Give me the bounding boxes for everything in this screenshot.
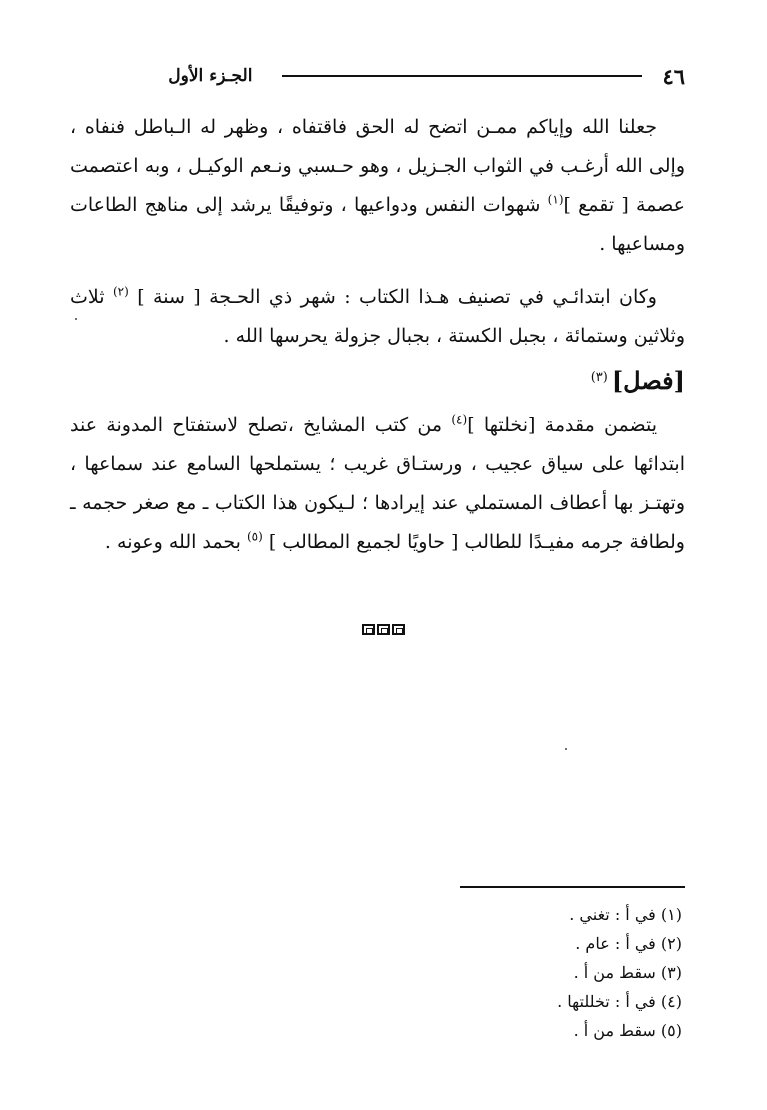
- footnote-ref-4[interactable]: (٤): [451, 412, 468, 427]
- footnote-item: (١) في أ : تغني .: [569, 905, 682, 924]
- paragraph-3-mid: من كتب المشايخ ،تصلح لاستفتاح المدونة عند ابتدائها على سياق عجيب ، ورستـاق غريب ؛ يستملحها السامع عند سماعها ، وتهتـز بها أعطاف المستملي عند إيرادها ؛ لـيكون هذا الكتاب ـ مع صغر حجمه ـ ولطافة جرمه مفيـدًا للطالب [ حاويًا لجميع المطالب ]: [70, 414, 685, 553]
- paragraph-1-tail: شهوات النفس ودواعيها ، وتوفيقًا يرشد إلى مناهج الطاعات ومساعيها .: [70, 194, 685, 255]
- paragraph-2-tail: ثلاث وثلاثين وستمائة ، بجبل الكستة ، بجبال جزولة يحرسها الله .: [70, 286, 685, 347]
- paragraph-2: [70, 278, 685, 356]
- ornament-square-icon: [362, 624, 375, 635]
- page-number: ٤٦: [662, 63, 685, 89]
- paragraph-1-text: جعلنا الله وإياكم ممـن اتضح له الحق فاقتفاه ، وظهر له الـباطل فنفاه ، وإلى الله أرغـب في الثواب الجـزيل ، وهو حـسبي ونـعم الوكيـل ، وبه اعتصمت عصمة [ تقمع ]: [70, 116, 685, 216]
- footnotes-list: [382, 900, 682, 1045]
- paragraph-1: [70, 108, 685, 264]
- ornament-square-icon: [377, 624, 390, 635]
- footnote-ref-3[interactable]: (٣): [590, 369, 608, 385]
- section-heading-label: [فصل]: [611, 366, 685, 395]
- ornament-square-icon: [392, 624, 405, 635]
- running-header: [70, 60, 685, 92]
- footnote-item: (٥) سقط من أ .: [573, 1021, 682, 1040]
- paragraph-3: [70, 406, 685, 601]
- footnote-rule: [460, 886, 685, 888]
- footnote-ref-2[interactable]: (٢): [112, 284, 129, 299]
- paragraph-3-start: يتضمن مقدمة [نخلتها ]: [467, 414, 658, 436]
- footnote-item: (٢) في أ : عام .: [575, 934, 682, 953]
- section-heading: [70, 356, 685, 406]
- running-title: الجـزء الأول: [168, 65, 253, 86]
- main-text: [70, 108, 685, 601]
- paragraph-2-text: وكان ابتدائـي في تصنيف هـذا الكتاب : شهر ذي الحـجة [ سنة ]: [137, 286, 657, 308]
- footnote-ref-5[interactable]: (٥): [246, 529, 263, 544]
- three-square-ornament-icon: [0, 620, 767, 639]
- print-speck: [565, 748, 567, 750]
- footnote-ref-1[interactable]: (١): [547, 192, 564, 207]
- header-rule: [282, 75, 642, 77]
- paragraph-3-tail: بحمد الله وعونه .: [104, 531, 241, 553]
- print-speck: [75, 318, 77, 320]
- footnote-item: (٣) سقط من أ .: [573, 963, 682, 982]
- footnote-item: (٤) في أ : تخللتها .: [557, 992, 682, 1011]
